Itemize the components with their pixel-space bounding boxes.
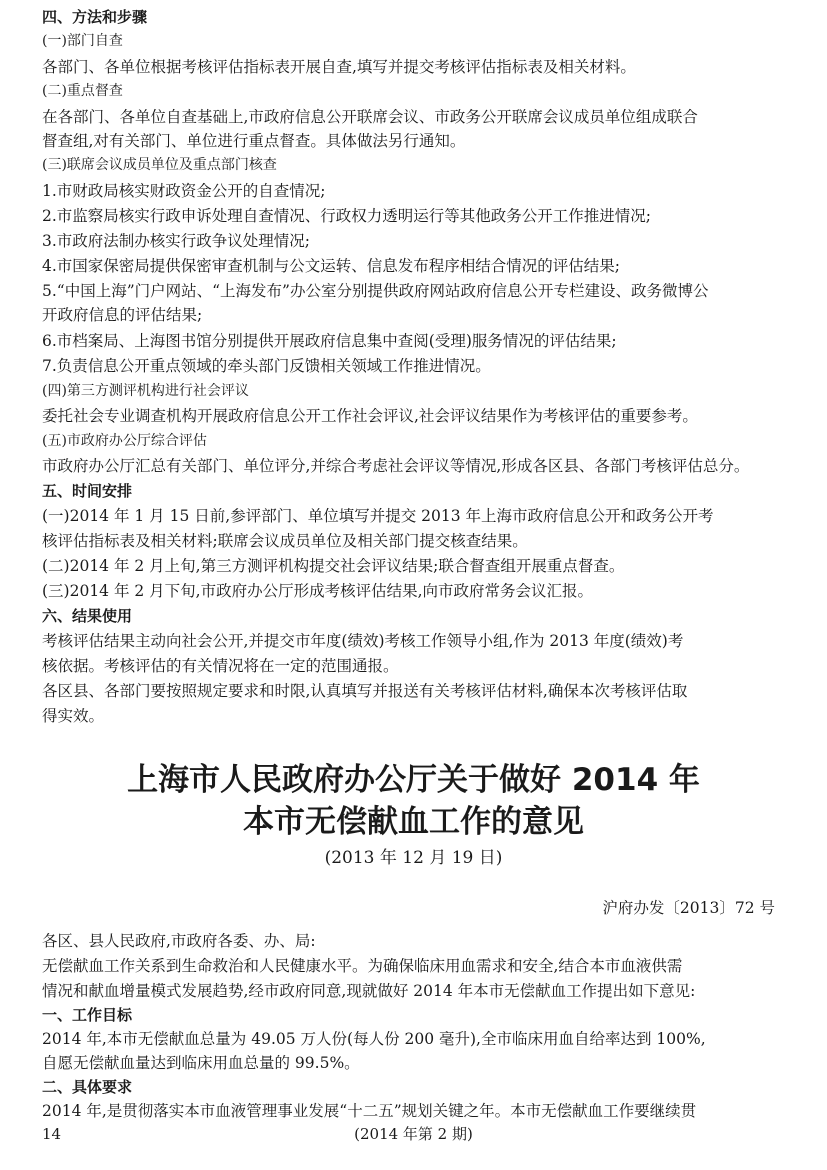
list-item: 7.负责信息公开重点领域的牵头部门反馈相关领域工作推进情况。: [42, 357, 491, 375]
document-date: (2013 年 12 月 19 日): [324, 848, 503, 868]
paragraph-continued: 核依据。考核评估的有关情况将在一定的范围通报。: [42, 657, 399, 675]
subsection-heading: (四)第三方测评机构进行社会评议: [42, 383, 249, 399]
paragraph: 2014 年,是贯彻落实本市血液管理事业发展“十二五”规划关键之年。本市无偿献血工作要继续贯: [42, 1102, 697, 1120]
document-title-line-2: 本市无偿献血工作的意见: [243, 804, 584, 840]
issue-label: (2014 年第 2 期): [354, 1125, 473, 1143]
section-heading: 二、具体要求: [42, 1078, 133, 1096]
list-item: 1.市财政局核实财政资金公开的自查情况;: [42, 182, 326, 200]
list-item: 5.“中国上海”门户网站、“上海发布”办公室分别提供政府网站政府信息公开专栏建设、政务微博公: [42, 282, 709, 300]
paragraph-continued: 得实效。: [42, 707, 105, 725]
document-title-line-1: 上海市人民政府办公厅关于做好 2014 年: [127, 762, 700, 798]
salutation: 各区、县人民政府,市政府各委、办、局:: [42, 932, 316, 950]
paragraph: 无偿献血工作关系到生命救治和人民健康水平。为确保临床用血需求和安全,结合本市血液供需: [42, 957, 683, 975]
paragraph: 2014 年,本市无偿献血总量为 49.05 万人份(每人份 200 毫升),全市临床用血自给率达到 100%,: [42, 1030, 706, 1048]
schedule-item: (一)2014 年 1 月 15 日前,参评部门、单位填写并提交 2013 年上海市政府信息公开和政务公开考: [42, 507, 714, 525]
paragraph: 委托社会专业调查机构开展政府信息公开工作社会评议,社会评议结果作为考核评估的重要参考。: [42, 407, 698, 425]
paragraph-continued: 督查组,对有关部门、单位进行重点督查。具体做法另行通知。: [42, 132, 466, 150]
paragraph: 各部门、各单位根据考核评估指标表开展自查,填写并提交考核评估指标表及相关材料。: [42, 58, 636, 76]
paragraph: 市政府办公厅汇总有关部门、单位评分,并综合考虑社会评议等情况,形成各区县、各部门考核评估总分。: [42, 457, 750, 475]
list-item: 6.市档案局、上海图书馆分别提供开展政府信息集中查阅(受理)服务情况的评估结果;: [42, 332, 617, 350]
subsection-heading: (三)联席会议成员单位及重点部门核查: [42, 157, 277, 173]
paragraph: 在各部门、各单位自查基础上,市政府信息公开联席会议、市政务公开联席会议成员单位组成联合: [42, 108, 698, 126]
schedule-item: (二)2014 年 2 月上旬,第三方测评机构提交社会评议结果;联合督查组开展重点督查。: [42, 557, 625, 575]
list-item-continued: 开政府信息的评估结果;: [42, 306, 203, 324]
paragraph-continued: 情况和献血增量模式发展趋势,经市政府同意,现就做好 2014 年本市无偿献血工作提出如下意见:: [42, 982, 696, 1000]
paragraph-continued: 自愿无偿献血量达到临床用血总量的 99.5%。: [42, 1054, 360, 1072]
section-heading: 一、工作目标: [42, 1006, 133, 1024]
paragraph: 考核评估结果主动向社会公开,并提交市年度(绩效)考核工作领导小组,作为 2013 年度(绩效)考: [42, 632, 684, 650]
page-number: 14: [42, 1125, 62, 1143]
subsection-heading: (五)市政府办公厅综合评估: [42, 433, 207, 449]
list-item: 4.市国家保密局提供保密审查机制与公文运转、信息发布程序相结合情况的评估结果;: [42, 257, 621, 275]
paragraph: 各区县、各部门要按照规定要求和时限,认真填写并报送有关考核评估材料,确保本次考核评估取: [42, 682, 688, 700]
subsection-heading: (一)部门自查: [42, 33, 123, 49]
section-heading: 四、方法和步骤: [42, 8, 148, 26]
schedule-item: (三)2014 年 2 月下旬,市政府办公厅形成考核评估结果,向市政府常务会议汇报。: [42, 582, 594, 600]
subsection-heading: (二)重点督查: [42, 83, 123, 99]
document-number: 沪府办发〔2013〕72 号: [602, 899, 775, 917]
list-item: 2.市监察局核实行政申诉处理自查情况、行政权力透明运行等其他政务公开工作推进情况;: [42, 207, 652, 225]
section-heading: 六、结果使用: [42, 607, 133, 625]
schedule-item-continued: 核评估指标表及相关材料;联席会议成员单位及相关部门提交核查结果。: [42, 532, 528, 550]
section-heading: 五、时间安排: [42, 482, 133, 500]
list-item: 3.市政府法制办核实行政争议处理情况;: [42, 232, 311, 250]
